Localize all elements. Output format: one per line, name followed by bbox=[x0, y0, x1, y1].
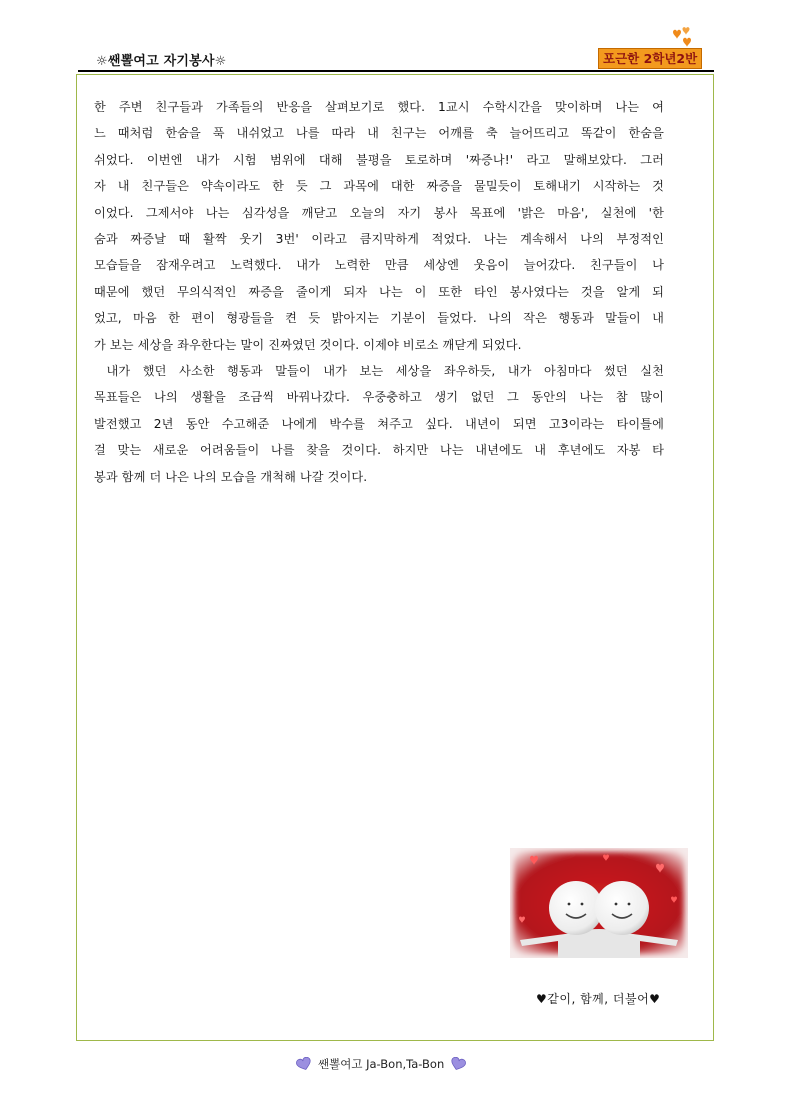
essay-line: 내가 했던 사소한 행동과 말들이 내가 보는 세상을 좌우하듯, 내가 아침마다 썼던 실천 bbox=[94, 364, 664, 379]
essay-line: 모습들을 잠재우려고 노력했다. 내가 노력한 만큼 세상엔 웃음이 늘어갔다. 친구들이 나 bbox=[94, 258, 664, 273]
essay-line: 자 내 친구들은 약속이라도 한 듯 그 과목에 대한 짜증을 물밀듯이 토해내기 시작하는 것 bbox=[94, 179, 664, 194]
header-title: ☼쌘뽈여고 자기봉사☼ bbox=[96, 54, 227, 69]
orange-hearts-icon bbox=[668, 26, 696, 52]
motto-caption: ♥같이, 함께, 더불어♥ bbox=[536, 992, 661, 1006]
purple-heart-icon bbox=[296, 1057, 312, 1071]
essay-line: 었고, 마음 한 편이 형광들을 켠 듯 밝아지는 기분이 들었다. 나의 작은 행동과 말들이 내 bbox=[94, 311, 664, 326]
essay-line: 때문에 했던 무의식적인 짜증을 줄이게 되자 나는 이 또한 타인 봉사였다는 것을 알게 되 bbox=[94, 284, 664, 299]
essay-line: 쉬었다. 이번엔 내가 시험 범위에 대해 불평을 토로하며 '짜증나!' 라고 말해보았다. 그러 bbox=[94, 152, 664, 167]
class-badge: 포근한 2학년2반 bbox=[598, 48, 702, 69]
essay-line: 느 때처럼 한숨을 푹 내쉬었고 나를 따라 내 친구는 어깨를 축 늘어뜨리고 똑같이 한숨을 bbox=[94, 126, 664, 141]
essay-line: 가 보는 세상을 좌우한다는 말이 진짜였던 것이다. 이제야 비로소 깨닫게 되었다. bbox=[94, 337, 522, 352]
purple-heart-icon bbox=[450, 1057, 466, 1071]
essay-line: 이었다. 그제서야 나는 심각성을 깨닫고 오늘의 자기 봉사 목표에 '밝은 마음', 실천에 '한 bbox=[94, 205, 664, 220]
hugging-characters-image bbox=[510, 848, 688, 958]
header-divider bbox=[78, 70, 714, 72]
essay-line: 숨과 짜증날 때 활짝 웃기 3번' 이라고 큼지막하게 적었다. 나는 계속해서 나의 부정적인 bbox=[94, 232, 664, 247]
essay-line: 한 주변 친구들과 가족들의 반응을 살펴보기로 했다. 1교시 수학시간을 맞이하며 나는 여 bbox=[94, 100, 664, 114]
footer-text: 쌘뽈여고 Ja-Bon,Ta-Bon bbox=[318, 1057, 445, 1071]
essay-line: 걸 맞는 새로운 어려움들이 나를 찾을 것이다. 하지만 나는 내년에도 내 후년에도 자봉 타 bbox=[94, 443, 664, 458]
essay-line: 목표들은 나의 생활을 조금씩 바꿔나갔다. 우중충하고 생기 없던 그 동안의 나는 참 많이 bbox=[94, 390, 664, 405]
page-footer bbox=[296, 1056, 466, 1072]
essay-line: 봉과 함께 더 나은 나의 모습을 개척해 나갈 것이다. bbox=[94, 469, 368, 484]
essay-body bbox=[94, 94, 664, 490]
essay-line: 발전했고 2년 동안 수고해준 나에게 박수를 쳐주고 싶다. 내년이 되면 고3이라는 타이틀에 bbox=[94, 416, 664, 431]
